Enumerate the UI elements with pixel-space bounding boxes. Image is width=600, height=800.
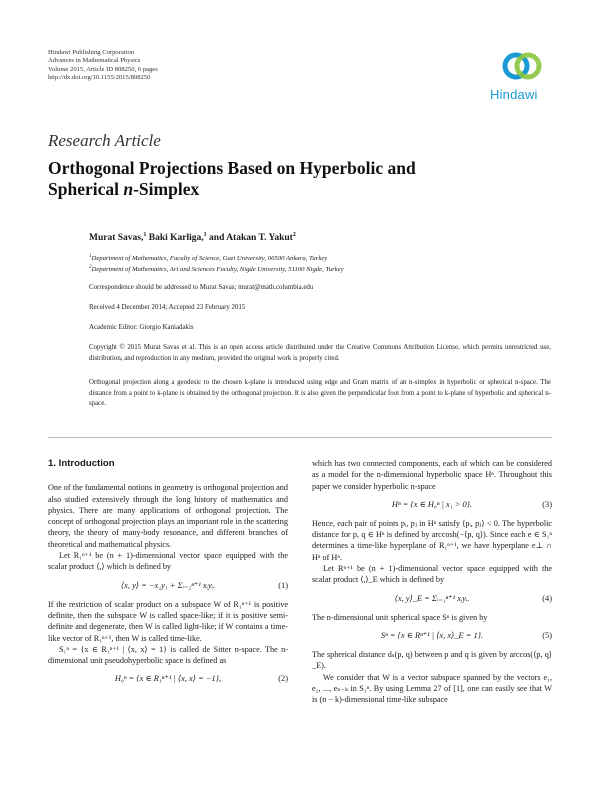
affiliation-2 [89,263,344,274]
volume-info: Volume 2015, Article ID 808250, 6 pages [48,65,158,73]
equation-4 [312,586,552,612]
author-sup: 1 [203,232,207,238]
paragraph: The spherical distance dₛ(p, q) between p and q is given by arccos(⟨p, q⟩_E). [312,649,552,671]
title-part: Spherical [48,179,124,199]
equation-body: H₀ⁿ = {x ∈ R₁ⁿ⁺¹ | ⟨x, x⟩ = −1}, [114,674,222,684]
academic-editor: Academic Editor: Giorgio Kaniadakis [89,324,194,331]
title-line-1: Orthogonal Projections Based on Hyperbolic and [48,158,416,178]
paragraph: The n-dimensional unit spherical space Sⁿ is given by [312,612,488,622]
correspondence: Correspondence should be addressed to Murat Savas; murat@math.columbia.edu [89,284,314,291]
equation-3 [312,492,552,518]
article-title [48,158,528,200]
publisher-name: Hindawi Publishing Corporation [48,49,135,56]
title-variable: n [123,179,134,199]
aff-text: Department of Mathematics, Art and Sciences Faculty, Nigde University, 51100 Nigde, Turkey [91,266,344,274]
author-sup: 2 [292,232,296,238]
paragraph: We consider that W is a vector subspace spanned by the vectors e₁, e₂, ..., eₙ₋ₖ in S₁ⁿ. By using Lemma 27 of [1], one can easily see that W is (n − k)-dimensional time-like subspace [312,672,552,705]
equation-number: (3) [542,499,552,509]
paragraph: Let Rⁿ⁺¹ be (n + 1)-dimensional vector space equipped with the scalar product ⟨,⟩_E which is defined by [312,564,552,585]
equation-1 [48,573,288,599]
divider [48,437,552,438]
paragraph: which has two connected components, each of which can be considered as a model for the n-dimensional hyperbolic space Hⁿ. Throughout this paper we consider hyperbolic n-space [312,459,552,491]
aff-text: Department of Mathematics, Faculty of Science, Gazi University, 06500 Ankara, Turkey [91,255,328,263]
equation-5 [312,623,552,649]
copyright-notice: Copyright © 2015 Murat Savas et al. This is an open access article distributed under the Creative Commons Attribution License, which permits unrestricted use, distribution, and reproduction in any medium, provided the original work is properly cited. [89,344,551,362]
equation-number: (5) [542,630,552,640]
paragraph: Hence, each pair of points pᵢ, pⱼ in Hⁿ satisfy ⟨pᵢ, pⱼ⟩ < 0. The hyperbolic distance for p, q ∈ Hⁿ is defined by arccosh(−⟨p, q⟩). Since each e ∈ S₁ⁿ determines a time-like hyperplane of R₁ⁿ⁺¹, we have hyperplane e⊥ ∩ Hⁿ of Hⁿ. [312,518,552,562]
journal-name: Advances in Mathematical Physics [48,57,141,65]
journal-info [48,49,158,82]
doi-link[interactable]: http://dx.doi.org/10.1155/2015/808250 [48,73,151,81]
affiliation-1 [89,252,327,263]
equation-number: (4) [542,593,552,603]
hindawi-logo-text: Hindawi [490,87,538,102]
paragraph: Let R₁ⁿ⁺¹ be (n + 1)-dimensional vector space equipped with the scalar product ⟨,⟩ which is defined by [48,551,288,572]
equation-body: ⟨x, y⟩ = −x₁y₁ + Σᵢ₌₂ⁿ⁺¹ xᵢyᵢ. [120,580,216,590]
paragraph: If the restriction of scalar product on a subspace W of R₁ⁿ⁺¹ is positive definite, then the subspace W is called space-like; if it is positive semi-definite and degenerate, then W is called light-like; if W contains a time-like vector of R₁ⁿ⁺¹, then W is called time-like. [48,599,288,643]
aff-sup: 2 [89,265,92,270]
author-name: and Atakan T. Yakut [209,233,293,244]
paragraph: S₁ⁿ = {x ∈ R₁ⁿ⁺¹ | ⟨x, x⟩ = 1} is called de Sitter n-space. The n-dimensional unit pseudohyperbolic space is defined as [48,644,288,666]
abstract: Orthogonal projection along a geodesic to the chosen k-plane is introduced using edge and Gram matrix of an n-simplex in hyperbolic or spherical n-space. The distance from a point to k-plane is obtained by the orthogonal projection. It is also given the perpendicular foot from a point to k-plane of hyperbolic and spherical n-space. [89,379,551,407]
equation-number: (1) [278,580,288,590]
author-name: Murat Savas, [89,233,144,244]
title-part: -Simplex [133,179,200,199]
received-date: Received 4 December 2014; Accepted 23 February 2015 [89,304,246,311]
section-heading: 1. Introduction [48,458,115,469]
author-sup: 1 [143,232,147,238]
author-name: Baki Karliga, [148,233,204,244]
equation-body: ⟨x, y⟩_E = Σᵢ₌₁ⁿ⁺¹ xᵢyᵢ. [394,593,470,603]
title-line-2 [48,179,528,200]
author-list [89,232,296,243]
aff-sup: 1 [89,254,92,259]
right-column [312,458,552,705]
equation-2 [48,666,288,692]
paragraph: One of the fundamental notions in geometry is orthogonal projection and also studied extensively through the long history of mathematics and physics. There are many applications of orthogonal projection. The concept of orthogonal projection plays an important role in the scattering theory, the theory of many-body resonance, and different branches of theoretical and mathematical physics. [48,483,288,549]
equation-number: (2) [278,674,288,684]
equation-body: Hⁿ = {x ∈ H₀ⁿ | x₁ > 0}. [391,499,473,509]
equation-body: Sⁿ = {x ∈ Rⁿ⁺¹ | ⟨x, x⟩_E = 1}. [380,630,484,640]
article-type: Research Article [48,131,161,150]
left-column [48,458,288,692]
